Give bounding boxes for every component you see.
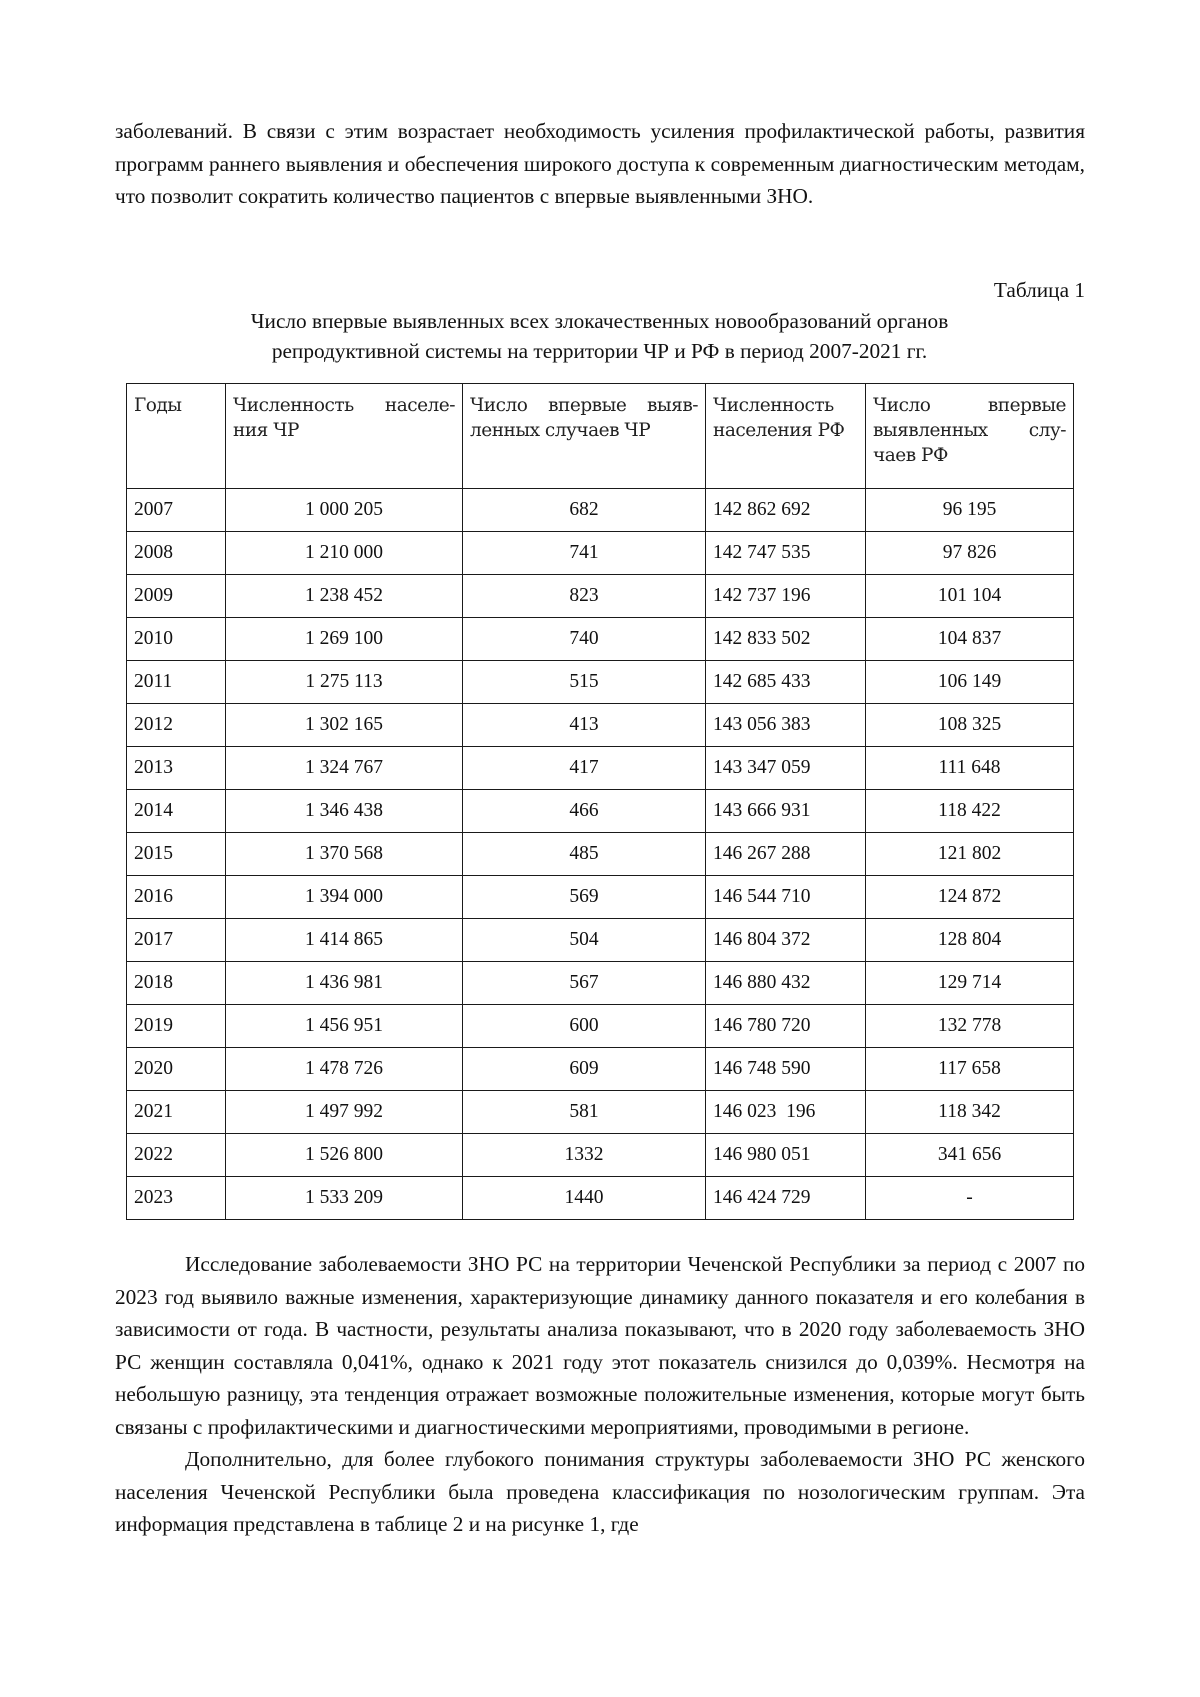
cell-population-cr: 1 000 205 — [226, 489, 463, 532]
header-new-cases-rf: Число впервые выявленных слу-чаев РФ — [866, 384, 1074, 489]
cell-new-cases-cr: 1332 — [463, 1134, 706, 1177]
cell-new-cases-rf: 132 778 — [866, 1005, 1074, 1048]
cell-new-cases-rf: 128 804 — [866, 919, 1074, 962]
header-population-cr: Численность населе-ния ЧР — [226, 384, 463, 489]
cell-new-cases-rf: - — [866, 1177, 1074, 1220]
cell-new-cases-cr: 581 — [463, 1091, 706, 1134]
cell-population-rf: 143 666 931 — [706, 790, 866, 833]
table-row — [127, 1177, 1074, 1220]
cell-new-cases-rf: 111 648 — [866, 747, 1074, 790]
cell-population-cr: 1 370 568 — [226, 833, 463, 876]
extra-paragraph: Дополнительно, для более глубокого понимания структуры заболеваемости ЗНО РС женского населения Чеченской Республики была проведена классификация по нозологическим группам. Эта информация представлена в таблице 2 и на рисунке 1, где — [115, 1447, 1085, 1537]
cell-new-cases-rf: 106 149 — [866, 661, 1074, 704]
cell-new-cases-rf: 118 422 — [866, 790, 1074, 833]
cell-population-rf: 146 267 288 — [706, 833, 866, 876]
cell-year: 2019 — [127, 1005, 226, 1048]
cell-population-rf: 146 980 051 — [706, 1134, 866, 1177]
cell-population-rf: 142 737 196 — [706, 575, 866, 618]
cell-new-cases-rf: 101 104 — [866, 575, 1074, 618]
cell-population-cr: 1 533 209 — [226, 1177, 463, 1220]
cell-year: 2012 — [127, 704, 226, 747]
cell-new-cases-rf: 117 658 — [866, 1048, 1074, 1091]
cell-year: 2013 — [127, 747, 226, 790]
cell-year: 2021 — [127, 1091, 226, 1134]
cell-new-cases-cr: 741 — [463, 532, 706, 575]
table-row — [127, 489, 1074, 532]
cell-new-cases-cr: 417 — [463, 747, 706, 790]
cell-new-cases-cr: 515 — [463, 661, 706, 704]
cell-new-cases-rf: 341 656 — [866, 1134, 1074, 1177]
table-row — [127, 833, 1074, 876]
cell-year: 2008 — [127, 532, 226, 575]
cell-population-cr: 1 456 951 — [226, 1005, 463, 1048]
table-row — [127, 919, 1074, 962]
table-row — [127, 618, 1074, 661]
cell-population-cr: 1 238 452 — [226, 575, 463, 618]
cell-population-cr: 1 346 438 — [226, 790, 463, 833]
cell-new-cases-cr: 682 — [463, 489, 706, 532]
cell-new-cases-cr: 466 — [463, 790, 706, 833]
cell-population-rf: 142 833 502 — [706, 618, 866, 661]
cell-population-rf: 146 023 196 — [706, 1091, 866, 1134]
table-body — [127, 489, 1074, 1220]
cell-new-cases-rf: 129 714 — [866, 962, 1074, 1005]
cell-population-cr: 1 436 981 — [226, 962, 463, 1005]
cell-year: 2016 — [127, 876, 226, 919]
incidence-table — [126, 383, 1074, 1220]
cell-new-cases-rf: 96 195 — [866, 489, 1074, 532]
cell-new-cases-cr: 413 — [463, 704, 706, 747]
table-caption — [126, 306, 1073, 366]
cell-population-cr: 1 394 000 — [226, 876, 463, 919]
header-years: Годы — [127, 384, 226, 489]
table-header-row — [127, 384, 1074, 489]
cell-year: 2014 — [127, 790, 226, 833]
cell-population-cr: 1 414 865 — [226, 919, 463, 962]
intro-paragraph: заболеваний. В связи с этим возрастает необходимость усиления профилактической работы, развития программ раннего выявления и обеспечения широкого доступа к современным диагностическим методам, что позволит сократить количество пациентов с впервые выявленными ЗНО. — [115, 119, 1085, 209]
table-caption-line-1: Число впервые выявленных всех злокачественных новообразований органов — [250, 309, 949, 333]
table-row — [127, 661, 1074, 704]
cell-year: 2017 — [127, 919, 226, 962]
header-new-cases-cr: Число впервые выяв-ленных случаев ЧР — [463, 384, 706, 489]
table-row — [127, 1091, 1074, 1134]
cell-year: 2010 — [127, 618, 226, 661]
cell-population-rf: 146 424 729 — [706, 1177, 866, 1220]
cell-population-cr: 1 275 113 — [226, 661, 463, 704]
cell-population-rf: 146 748 590 — [706, 1048, 866, 1091]
cell-population-rf: 142 862 692 — [706, 489, 866, 532]
study-paragraph: Исследование заболеваемости ЗНО РС на территории Чеченской Республики за период с 2007 по 2023 год выявило важные изменения, характеризующие динамику данного показателя и его колебания в зависимости от года. В частности, результаты анализа показывают, что в 2020 году заболеваемость ЗНО РС женщин составляла 0,041%, однако к 2021 году этот показатель снизился до 0,039%. Несмотря на небольшую разницу, эта тенденция отражает возможные положительные изменения, которые могут быть связаны с профилактическими и диагностическими мероприятиями, проводимыми в регионе. — [115, 1252, 1085, 1439]
cell-new-cases-rf: 104 837 — [866, 618, 1074, 661]
table-row — [127, 876, 1074, 919]
table-caption-line-2: репродуктивной системы на территории ЧР и РФ в период 2007-2021 гг. — [271, 339, 928, 363]
table-row — [127, 532, 1074, 575]
table-row — [127, 704, 1074, 747]
cell-year: 2007 — [127, 489, 226, 532]
cell-year: 2020 — [127, 1048, 226, 1091]
cell-population-cr: 1 478 726 — [226, 1048, 463, 1091]
table-row — [127, 962, 1074, 1005]
table-label: Таблица 1 — [993, 278, 1085, 302]
table-row — [127, 1048, 1074, 1091]
cell-year: 2023 — [127, 1177, 226, 1220]
cell-year: 2015 — [127, 833, 226, 876]
cell-population-rf: 143 056 383 — [706, 704, 866, 747]
cell-year: 2009 — [127, 575, 226, 618]
cell-population-rf: 142 685 433 — [706, 661, 866, 704]
cell-population-rf: 142 747 535 — [706, 532, 866, 575]
cell-new-cases-cr: 600 — [463, 1005, 706, 1048]
cell-year: 2018 — [127, 962, 226, 1005]
cell-new-cases-cr: 485 — [463, 833, 706, 876]
cell-population-rf: 146 804 372 — [706, 919, 866, 962]
cell-new-cases-rf: 97 826 — [866, 532, 1074, 575]
cell-new-cases-rf: 118 342 — [866, 1091, 1074, 1134]
cell-population-cr: 1 324 767 — [226, 747, 463, 790]
cell-new-cases-cr: 504 — [463, 919, 706, 962]
table-row — [127, 747, 1074, 790]
cell-population-rf: 146 780 720 — [706, 1005, 866, 1048]
cell-population-cr: 1 526 800 — [226, 1134, 463, 1177]
cell-new-cases-cr: 609 — [463, 1048, 706, 1091]
cell-new-cases-rf: 108 325 — [866, 704, 1074, 747]
cell-population-rf: 146 544 710 — [706, 876, 866, 919]
table-row — [127, 1134, 1074, 1177]
table-row — [127, 1005, 1074, 1048]
table-row — [127, 575, 1074, 618]
cell-new-cases-cr: 1440 — [463, 1177, 706, 1220]
cell-population-cr: 1 210 000 — [226, 532, 463, 575]
cell-population-cr: 1 497 992 — [226, 1091, 463, 1134]
cell-new-cases-rf: 121 802 — [866, 833, 1074, 876]
table-row — [127, 790, 1074, 833]
cell-year: 2022 — [127, 1134, 226, 1177]
cell-population-rf: 146 880 432 — [706, 962, 866, 1005]
cell-new-cases-cr: 567 — [463, 962, 706, 1005]
cell-population-cr: 1 269 100 — [226, 618, 463, 661]
cell-new-cases-cr: 740 — [463, 618, 706, 661]
cell-population-cr: 1 302 165 — [226, 704, 463, 747]
header-population-rf: Численность населения РФ — [706, 384, 866, 489]
cell-new-cases-rf: 124 872 — [866, 876, 1074, 919]
cell-population-rf: 143 347 059 — [706, 747, 866, 790]
cell-new-cases-cr: 569 — [463, 876, 706, 919]
cell-new-cases-cr: 823 — [463, 575, 706, 618]
cell-year: 2011 — [127, 661, 226, 704]
